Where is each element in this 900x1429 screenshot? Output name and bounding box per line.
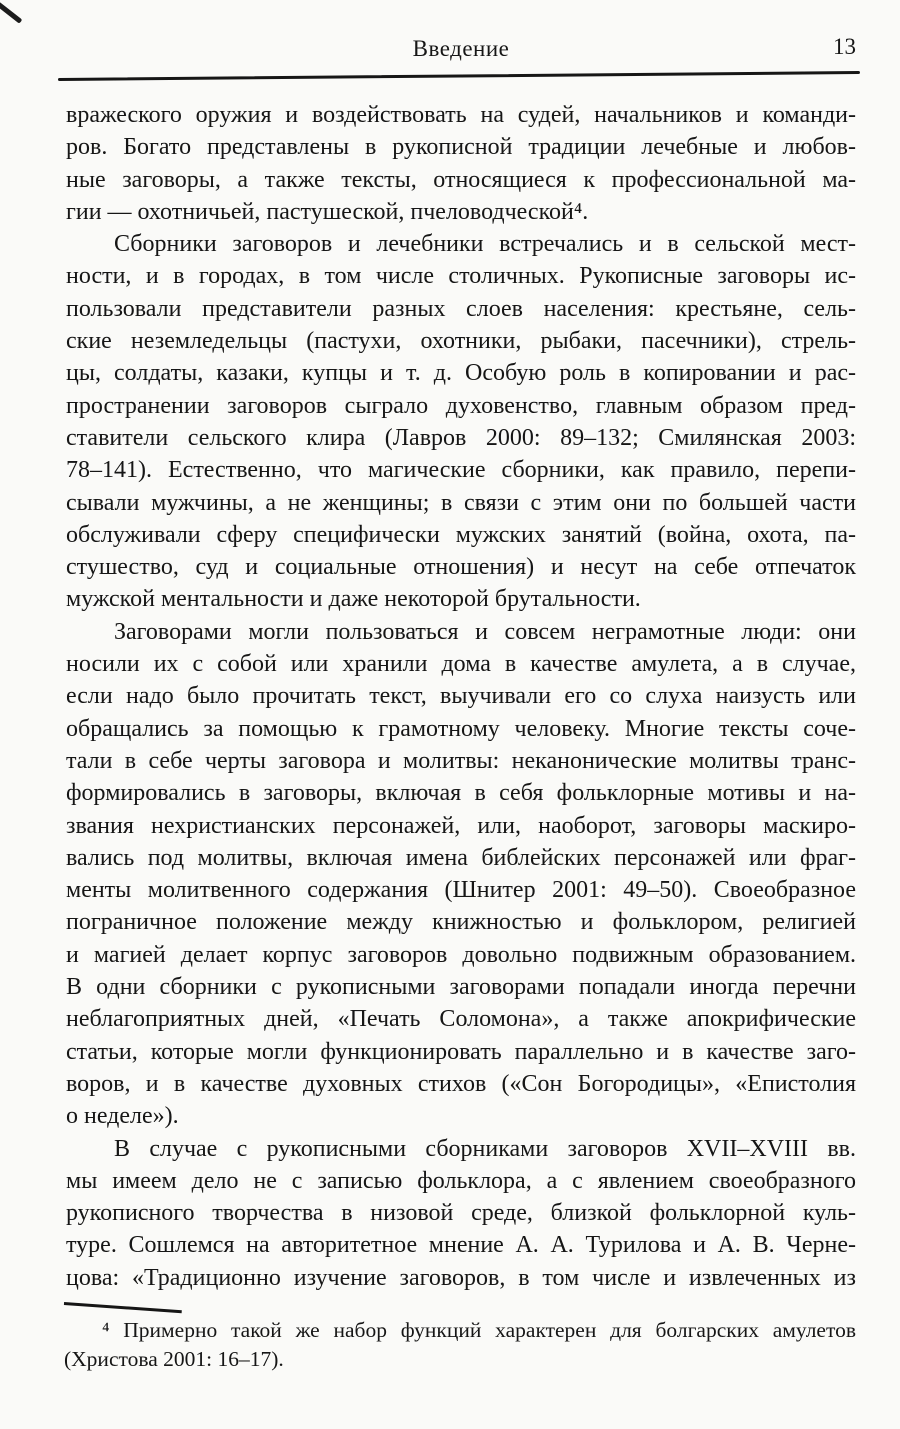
footnote bbox=[64, 1316, 856, 1374]
text-line: пользовали представители разных слоев населения: крестьяне, сель- bbox=[66, 295, 856, 322]
text-line: стушество, суд и социальные отношения) и несут на себе отпечаток bbox=[66, 554, 856, 581]
text-line: ⁴ Примерно такой же набор функций характерен для болгарских амулетов bbox=[102, 1318, 856, 1342]
text-line: обслуживали сферу специфически мужских занятий (война, охота, па- bbox=[66, 521, 856, 548]
text-line: если надо было прочитать текст, выучивали его со слуха наизусть или bbox=[66, 683, 856, 710]
text-line: Сборники заговоров и лечебники встречались и в сельской мест- bbox=[114, 231, 856, 258]
text-line: ставители сельского клира (Лавров 2000: 89–132; Смилянская 2003: bbox=[66, 424, 856, 451]
text-line: носили их с собой или хранили дома в качестве амулета, а в случае, bbox=[66, 651, 856, 678]
text-line: звания нехристианских персонажей, или, наоборот, заговоры маскиро- bbox=[66, 812, 856, 839]
text-line: ские неземледельцы (пастухи, охотники, рыбаки, пасечники), стрель- bbox=[66, 328, 856, 355]
text-line: формировались в заговоры, включая в себя фольклорные мотивы и на- bbox=[66, 780, 856, 807]
page-number: 13 bbox=[833, 34, 856, 59]
text-line: мы имеем дело не с записью фольклора, а с явлением своеобразного bbox=[66, 1167, 856, 1194]
text-line: воров, и в качестве духовных стихов («Сон Богородицы», «Епистолия bbox=[66, 1070, 856, 1097]
text-line: вались под молитвы, включая имена библейских персонажей или фраг- bbox=[66, 844, 856, 871]
text-line: ров. Богато представлены в рукописной традиции лечебные и любов- bbox=[66, 134, 856, 161]
text-line: ные заговоры, а также тексты, относящиеся к профессиональной ма- bbox=[66, 166, 856, 193]
text-line: обращались за помощью к грамотному человеку. Многие тексты соче- bbox=[66, 715, 856, 742]
text-line: (Христова 2001: 16–17). bbox=[64, 1347, 284, 1371]
text-line: В одни сборники с рукописными заговорами попадали иногда перечни bbox=[66, 974, 856, 1001]
running-header-title: Введение bbox=[412, 36, 510, 61]
text-line: сывали мужчины, а не женщины; в связи с этим они по большей части bbox=[66, 489, 856, 516]
header-rule bbox=[58, 71, 860, 81]
text-line: о неделе»). bbox=[66, 1103, 179, 1130]
scan-artifact bbox=[0, 1, 22, 23]
footnote-separator bbox=[64, 1302, 182, 1313]
text-line: ности, и в городах, в том числе столичных. Рукописные заговоры ис- bbox=[66, 263, 856, 290]
text-line: неблагоприятных дней, «Печать Соломона», а также апокрифические bbox=[66, 1006, 856, 1033]
text-line: статьи, которые могли функционировать параллельно и в качестве заго- bbox=[66, 1038, 856, 1065]
text-line: мужской ментальности и даже некоторой брутальности. bbox=[66, 586, 641, 613]
text-line: вражеского оружия и воздействовать на судей, начальников и команди- bbox=[66, 102, 856, 128]
text-line: гии — охотничьей, пастушеской, пчеловодческой⁴. bbox=[66, 198, 589, 225]
text-line: менты молитвенного содержания (Шнитер 2001: 49–50). Своеобразное bbox=[66, 877, 856, 904]
text-line: В случае с рукописными сборниками заговоров XVII–XVIII вв. bbox=[114, 1135, 856, 1162]
text-line: пространении заговоров сыграло духовенство, главным образом пред- bbox=[66, 392, 856, 419]
text-line: рукописного творчества в низовой среде, близкой фольклорной куль- bbox=[66, 1200, 856, 1227]
text-line: и магией делает корпус заговоров довольно подвижным образованием. bbox=[66, 941, 856, 968]
text-line: 78–141). Естественно, что магические сборники, как правило, перепи- bbox=[66, 457, 856, 484]
text-line: туре. Сошлемся на авторитетное мнение А. А. Турилова и А. В. Черне- bbox=[66, 1232, 856, 1259]
text-line: тали в себе черты заговора и молитвы: неканонические молитвы транс- bbox=[66, 747, 856, 774]
text-line: пограничное положение между книжностью и фольклором, религией bbox=[66, 909, 856, 936]
text-line: Заговорами могли пользоваться и совсем неграмотные люди: они bbox=[114, 618, 856, 645]
text-line: цы, солдаты, казаки, купцы и т. д. Особую роль в копировании и рас- bbox=[66, 360, 856, 387]
body-text bbox=[66, 99, 856, 1294]
text-line: цова: «Традиционно изучение заговоров, в том числе и извлеченных из bbox=[66, 1264, 856, 1291]
